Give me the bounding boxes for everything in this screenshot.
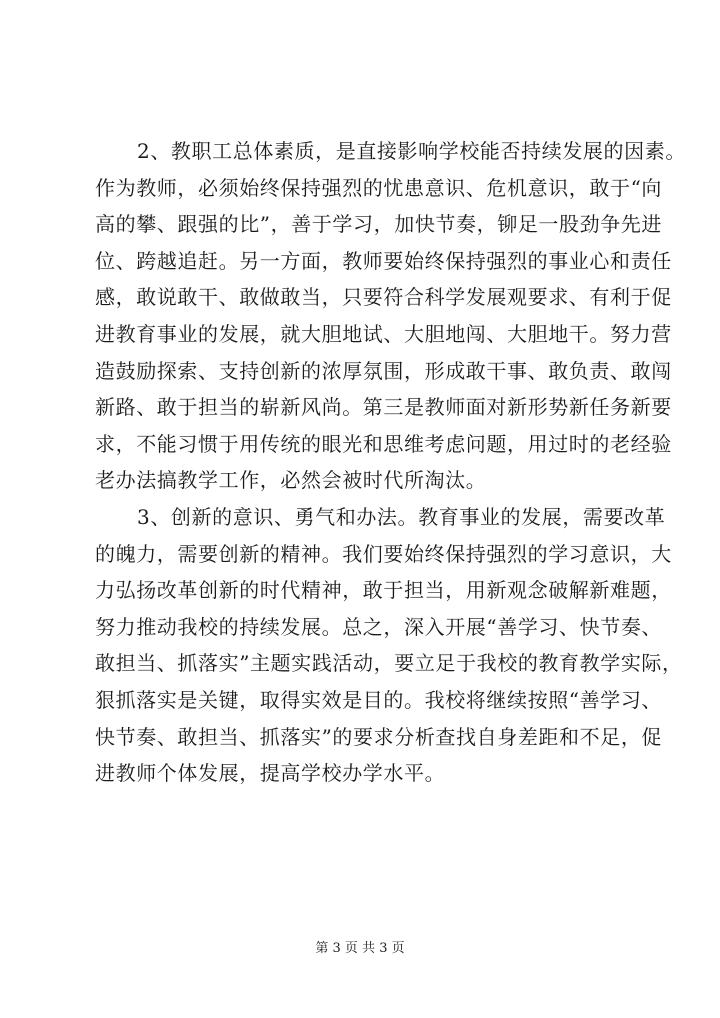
- text-line: 敢担当、抓落实”主题实践活动，要立足于我校的教育教学实际，: [95, 651, 683, 676]
- text-line: 新路、敢于担当的崭新风尚。第三是教师面对新形势新任务新要: [95, 395, 672, 420]
- text-line: 的魄力，需要创新的精神。我们要始终保持强烈的学习意识，大: [95, 541, 672, 566]
- text-line: 3、创新的意识、勇气和办法。教育事业的发展，需要改革: [137, 504, 666, 529]
- text-line: 力弘扬改革创新的时代精神，敢于担当，用新观念破解新难题，: [95, 578, 672, 603]
- paragraph-innovation: [95, 499, 683, 792]
- text-line: 感，敢说敢干、敢做敢当，只要符合科学发展观要求、有利于促: [95, 285, 672, 310]
- text-line: 狠抓落实是关键，取得实效是目的。我校将继续按照“善学习、: [95, 687, 663, 712]
- text-line: 作为教师，必须始终保持强烈的忧患意识、危机意识，敢于“向: [95, 175, 663, 200]
- text-line: 快节奏、敢担当、抓落实”的要求分析查找自身差距和不足，促: [95, 724, 663, 749]
- page-number-footer: 第 3 页 共 3 页: [315, 941, 405, 956]
- text-line: 求，不能习惯于用传统的眼光和思维考虑问题，用过时的老经验: [95, 431, 672, 456]
- text-line: 高的攀、跟强的比”，善于学习，加快节奏，铆足一股劲争先进: [95, 212, 663, 237]
- text-line: 造鼓励探索、支持创新的浓厚氛围，形成敢干事、敢负责、敢闯: [95, 358, 672, 383]
- text-line: 位、跨越追赶。另一方面，教师要始终保持强烈的事业心和责任: [95, 248, 672, 273]
- paragraph-staff-quality: [95, 133, 686, 499]
- text-line: 努力推动我校的持续发展。总之，深入开展“善学习、快节奏、: [95, 614, 663, 639]
- document-body: [95, 133, 686, 792]
- text-line: 进教师个体发展，提高学校办学水平。: [95, 761, 446, 786]
- text-line: 老办法搞教学工作，必然会被时代所淘汰。: [95, 468, 487, 493]
- text-line: 2、教职工总体素质，是直接影响学校能否持续发展的因素。: [137, 139, 686, 163]
- text-line: 进教育事业的发展，就大胆地试、大胆地闯、大胆地干。努力营: [95, 321, 672, 346]
